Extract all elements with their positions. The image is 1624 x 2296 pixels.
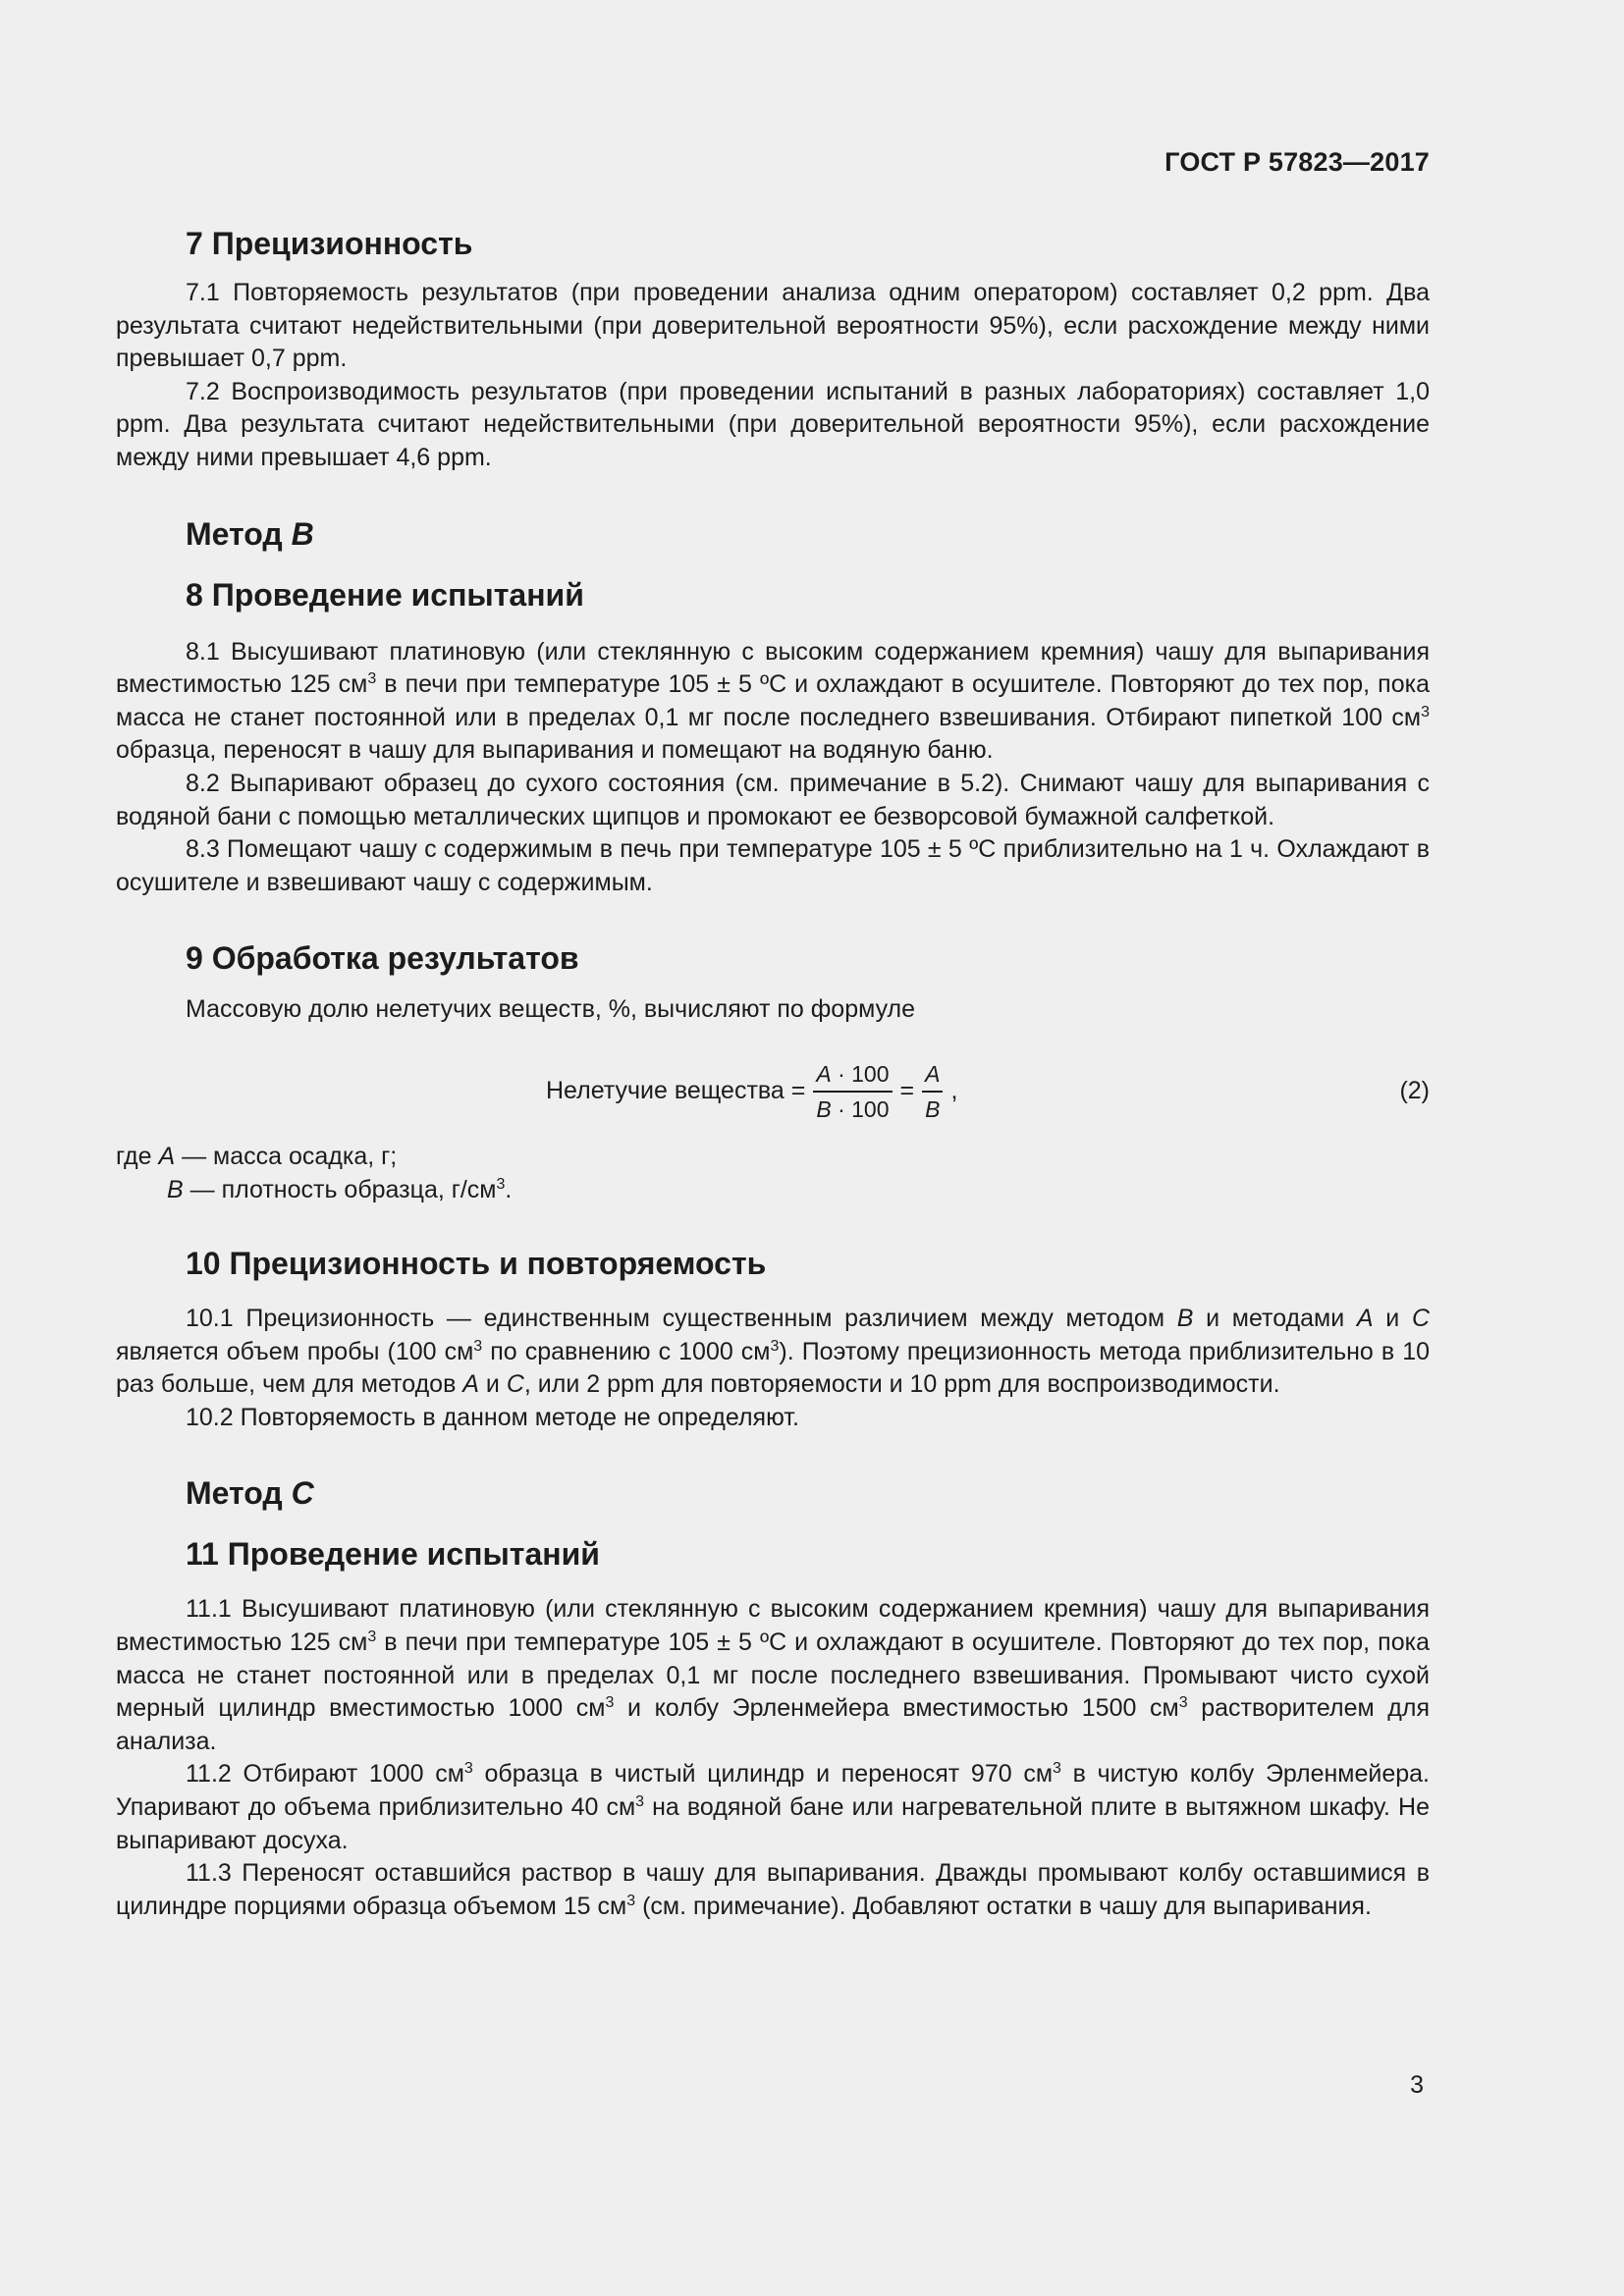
method-c-heading: Метод C xyxy=(186,1475,314,1512)
legend-a: где A — масса осадка, г; xyxy=(116,1142,398,1170)
section-10-title: 10 Прецизионность и повторяемость xyxy=(186,1246,767,1282)
page-content xyxy=(116,224,1430,1923)
fraction-2: $\frac{A}{B}$ xyxy=(922,1059,943,1124)
section-9-title: 9 Обработка результатов xyxy=(186,940,579,977)
paragraph-10-2: 10.2 Повторяемость в данном методе не определяют. xyxy=(186,1403,799,1431)
paragraph-7-2: 7.2 Воспроизводимость результатов (при проведении испытаний в разных лабораториях) составляет 1,0 ppm. Два результата считают недействительными (при доверительной вероятности 95%), если расхождение между ними превышает 4,6 ppm. xyxy=(116,377,1430,471)
formula-2 xyxy=(116,1056,1430,1127)
paragraph-7-1: 7.1 Повторяемость результатов (при проведении анализа одним оператором) составляет 0,2 ppm. Два результата считают недействительными (при доверительной вероятности 95%), если расхождение между ними превышает 0,7 ppm. xyxy=(116,279,1430,373)
method-b-heading: Метод B xyxy=(186,515,314,552)
formula-legend xyxy=(116,1141,1430,1206)
formula-lhs: Нелетучие вещества = xyxy=(546,1077,806,1105)
section-11-title: 11 Проведение испытаний xyxy=(186,1536,600,1573)
paragraph-8-2: 8.2 Выпаривают образец до сухого состояния (см. примечание в 5.2). Снимают чашу для выпаривания с водяной бани с помощью металлических щипцов и промокают ее безворсовой бумажной салфеткой. xyxy=(116,769,1430,830)
paragraph-8-3: 8.3 Помещают чашу с содержимым в печь при температуре 105 ± 5 ºС приблизительно на 1 ч. Охлаждают в осушителе и взвешивают чашу с содержимым. xyxy=(116,835,1430,896)
section-7-title: 7 Прецизионность xyxy=(186,226,473,261)
formula-number: (2) xyxy=(1399,1077,1430,1105)
formula-intro: Массовую долю нелетучих веществ, %, вычисляют по формуле xyxy=(186,995,916,1024)
page-number: 3 xyxy=(1410,2071,1424,2099)
paragraph-11-3: 11.3 Переносят оставшийся раствор в чашу для выпаривания. Дважды промывают колбу оставшимися в цилиндре порциями образца объемом 15 $см^3$ (см. примечание). Добавляют остатки в чашу для выпаривания. xyxy=(116,1859,1430,1920)
section-8-title: 8 Проведение испытаний xyxy=(186,576,584,613)
paragraph-8-1: 8.1 Высушивают платиновую (или стеклянную с высоким содержанием кремния) чашу для выпаривания вместимостью 125 $см^3$ в печи при температуре 105 ± 5 ºС и охлаждают в осушителе. Повторяют до тех пор, пока масса не станет постоянной или в пределах 0,1 мг после последнего взвешивания. Отбирают пипеткой 100 $см^3$ образца, переносят в чашу для выпаривания и помещают на водяную баню. xyxy=(116,637,1430,765)
paragraph-11-1: 11.1 Высушивают платиновую (или стеклянную с высоким содержанием кремния) чашу для выпаривания вместимостью 125 $см^3$ в печи при температуре 105 ± 5 ºС и охлаждают в осушителе. Повторяют до тех пор, пока масса не станет постоянной или в пределах 0,1 мг после последнего взвешивания. Промывают чисто сухой мерный цилиндр вместимостью 1000 $см^3$ и колбу Эрленмейера вместимостью 1500 $см^3$ растворителем для анализа. xyxy=(116,1595,1430,1755)
fraction-1: $\frac{A \cdot 100}{B \cdot 100}$ xyxy=(813,1059,892,1124)
paragraph-10-1: 10.1 Прецизионность — единственным существенным различием между методом B и методами A и C является объем пробы (100 $см^3$ по сравнению с 1000 $см^3$). Поэтому прецизионность метода приблизительно в 10 раз больше, чем для методов A и C, или 2 ppm для повторяемости и 10 ppm для воспроизводимости. xyxy=(116,1305,1431,1399)
formula-expression: Нелетучие вещества = $\frac{A \cdot 100}{B \cdot 100}$ = $\frac{A}{B}$ , xyxy=(546,1060,958,1122)
document-id: ГОСТ Р 57823—2017 xyxy=(1164,147,1430,177)
legend-b: B — плотность образца, $г/см^3$. xyxy=(167,1175,513,1203)
paragraph-11-2: 11.2 Отбирают 1000 $см^3$ образца в чистый цилиндр и переносят 970 $см^3$ в чистую колбу Эрленмейера. Упаривают до объема приблизительно 40 $см^3$ на водяной бане или нагревательной плите в вытяжном шкафу. Не выпаривают досуха. xyxy=(116,1760,1430,1854)
